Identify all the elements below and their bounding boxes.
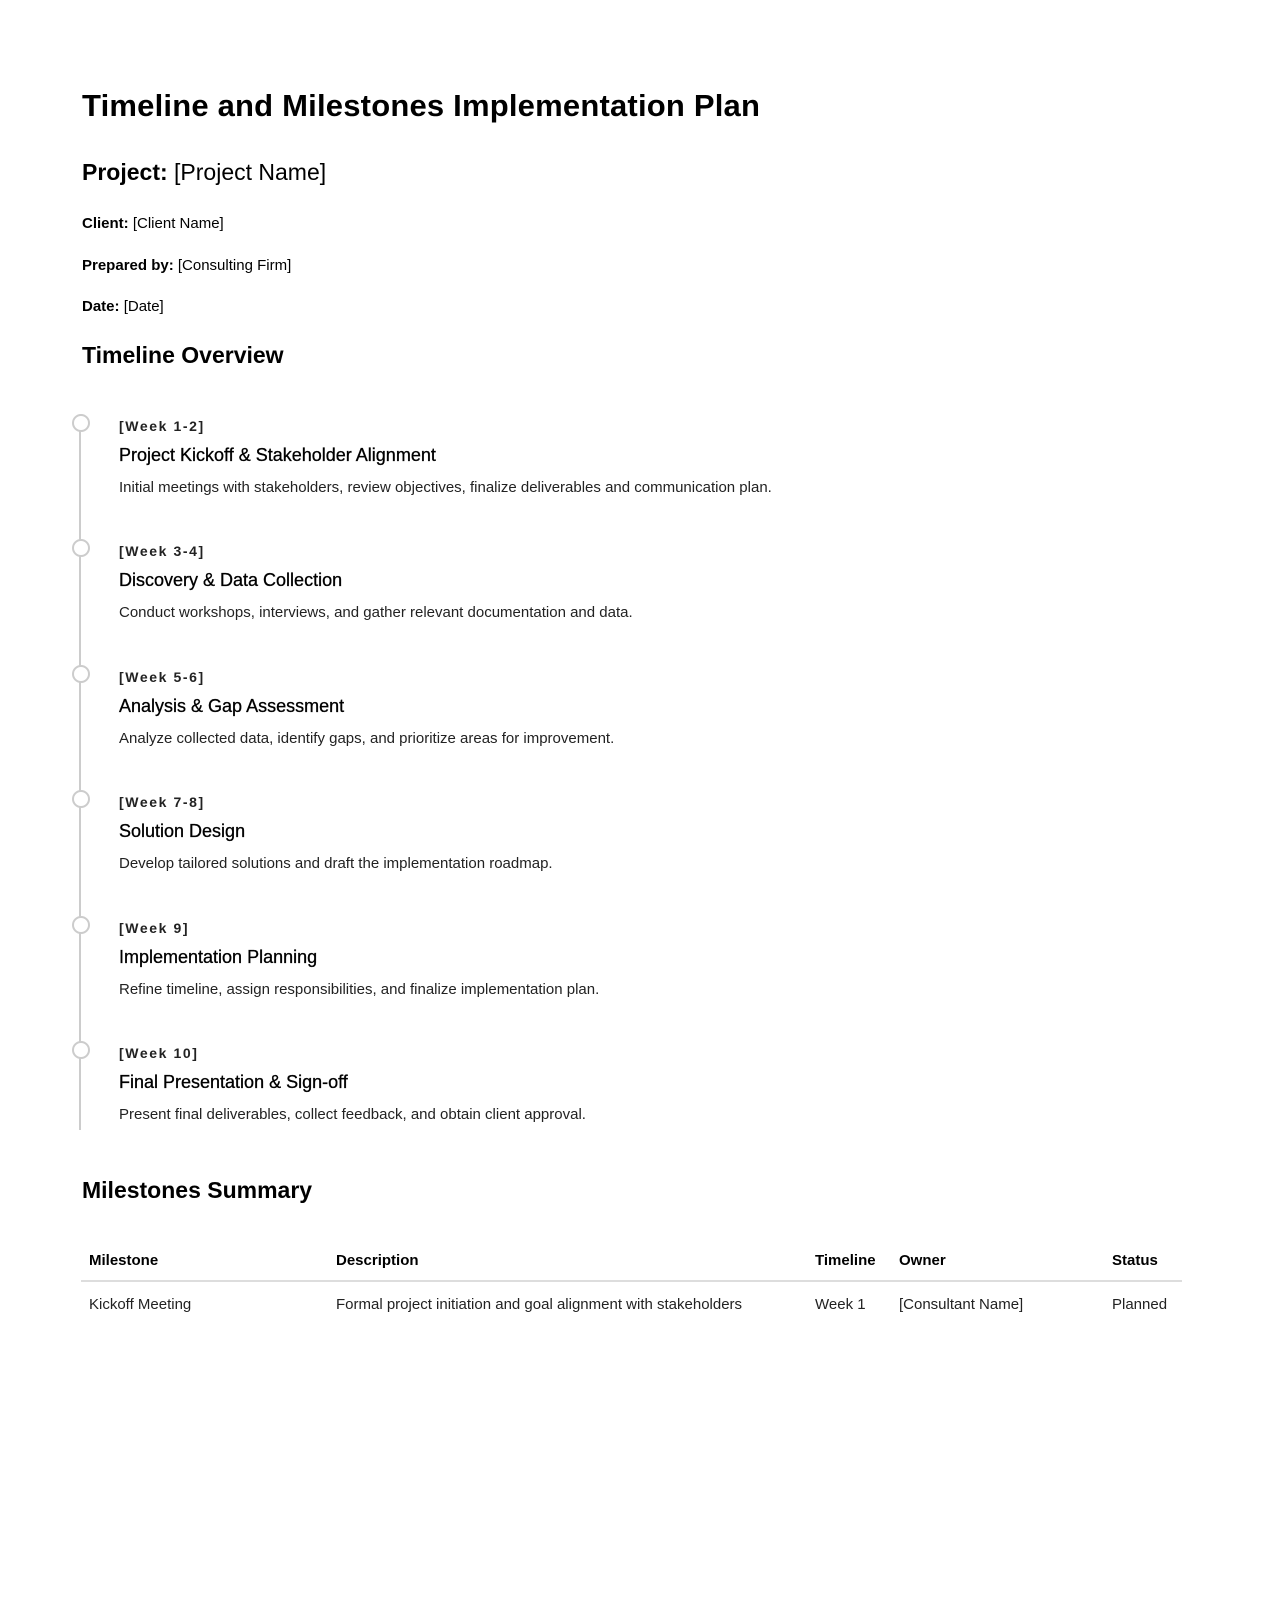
timeline-item-description: Conduct workshops, interviews, and gather relevant documentation and data.	[119, 604, 633, 621]
timeline-item-title: Analysis & Gap Assessment	[119, 696, 345, 716]
document-title: Timeline and Milestones Implementation Plan	[82, 88, 761, 123]
prepared-by-label: Prepared by:	[82, 257, 174, 274]
timeline-week-label: [Week 5-6]	[119, 669, 205, 685]
timeline-circle-icon	[72, 665, 90, 683]
timeline-week-label: [Week 7-8]	[119, 794, 205, 810]
timeline-item	[82, 412, 1082, 522]
column-header-description: Description	[328, 1245, 807, 1281]
table-row	[81, 1281, 1182, 1321]
milestones-table	[81, 1245, 1182, 1321]
timeline-circle-icon	[72, 916, 90, 934]
column-header-milestone: Milestone	[81, 1245, 328, 1281]
cell-description: Formal project initiation and goal alignment with stakeholders	[336, 1296, 743, 1313]
timeline-item-title: Solution Design	[119, 821, 246, 841]
timeline-vertical-line	[79, 430, 81, 1130]
timeline-item	[82, 788, 1082, 898]
milestones-summary-heading: Milestones Summary	[82, 1177, 313, 1203]
timeline-item-description: Present final deliverables, collect feedback, and obtain client approval.	[119, 1106, 586, 1123]
timeline-week-label: [Week 1-2]	[119, 418, 205, 434]
timeline-item-description: Refine timeline, assign responsibilities, and finalize implementation plan.	[119, 981, 600, 998]
cell-owner: [Consultant Name]	[899, 1296, 1024, 1313]
timeline-item	[82, 663, 1082, 773]
column-header-status: Status	[1104, 1245, 1182, 1281]
prepared-by-line	[82, 257, 291, 274]
client-label: Client:	[82, 215, 129, 232]
timeline-item	[82, 914, 1082, 1024]
prepared-by-value: [Consulting Firm]	[177, 257, 292, 274]
timeline-overview-heading: Timeline Overview	[82, 342, 284, 368]
date-value: [Date]	[123, 298, 164, 315]
timeline-circle-icon	[72, 539, 90, 557]
table-header-row	[81, 1245, 1182, 1281]
timeline-item-title: Discovery & Data Collection	[119, 570, 343, 590]
column-header-timeline: Timeline	[807, 1245, 891, 1281]
timeline-item	[82, 1039, 1082, 1149]
timeline-item-title: Implementation Planning	[119, 947, 318, 967]
cell-status: Planned	[1112, 1296, 1168, 1313]
timeline	[82, 412, 1082, 1130]
client-value: [Client Name]	[132, 215, 224, 232]
timeline-week-label: [Week 3-4]	[119, 543, 205, 559]
timeline-circle-icon	[72, 790, 90, 808]
cell-milestone: Kickoff Meeting	[89, 1296, 192, 1313]
date-label: Date:	[82, 298, 120, 315]
project-line	[82, 159, 326, 186]
timeline-week-label: [Week 9]	[119, 920, 190, 936]
timeline-week-label: [Week 10]	[119, 1045, 199, 1061]
project-name: [Project Name]	[174, 159, 327, 185]
timeline-circle-icon	[72, 1041, 90, 1059]
timeline-circle-icon	[72, 414, 90, 432]
timeline-item-title: Project Kickoff & Stakeholder Alignment	[119, 445, 436, 465]
milestones-table-container	[81, 1245, 1182, 1313]
timeline-item-description: Develop tailored solutions and draft the implementation roadmap.	[119, 855, 553, 872]
column-header-owner: Owner	[891, 1245, 1104, 1281]
cell-timeline: Week 1	[815, 1296, 866, 1313]
timeline-item-description: Initial meetings with stakeholders, review objectives, finalize deliverables and communication plan.	[119, 479, 772, 496]
timeline-item-description: Analyze collected data, identify gaps, and prioritize areas for improvement.	[119, 730, 615, 747]
timeline-item	[82, 537, 1082, 647]
date-line	[82, 298, 164, 315]
timeline-item-title: Final Presentation & Sign-off	[119, 1072, 348, 1092]
client-line	[82, 215, 224, 232]
project-label: Project:	[82, 159, 168, 185]
